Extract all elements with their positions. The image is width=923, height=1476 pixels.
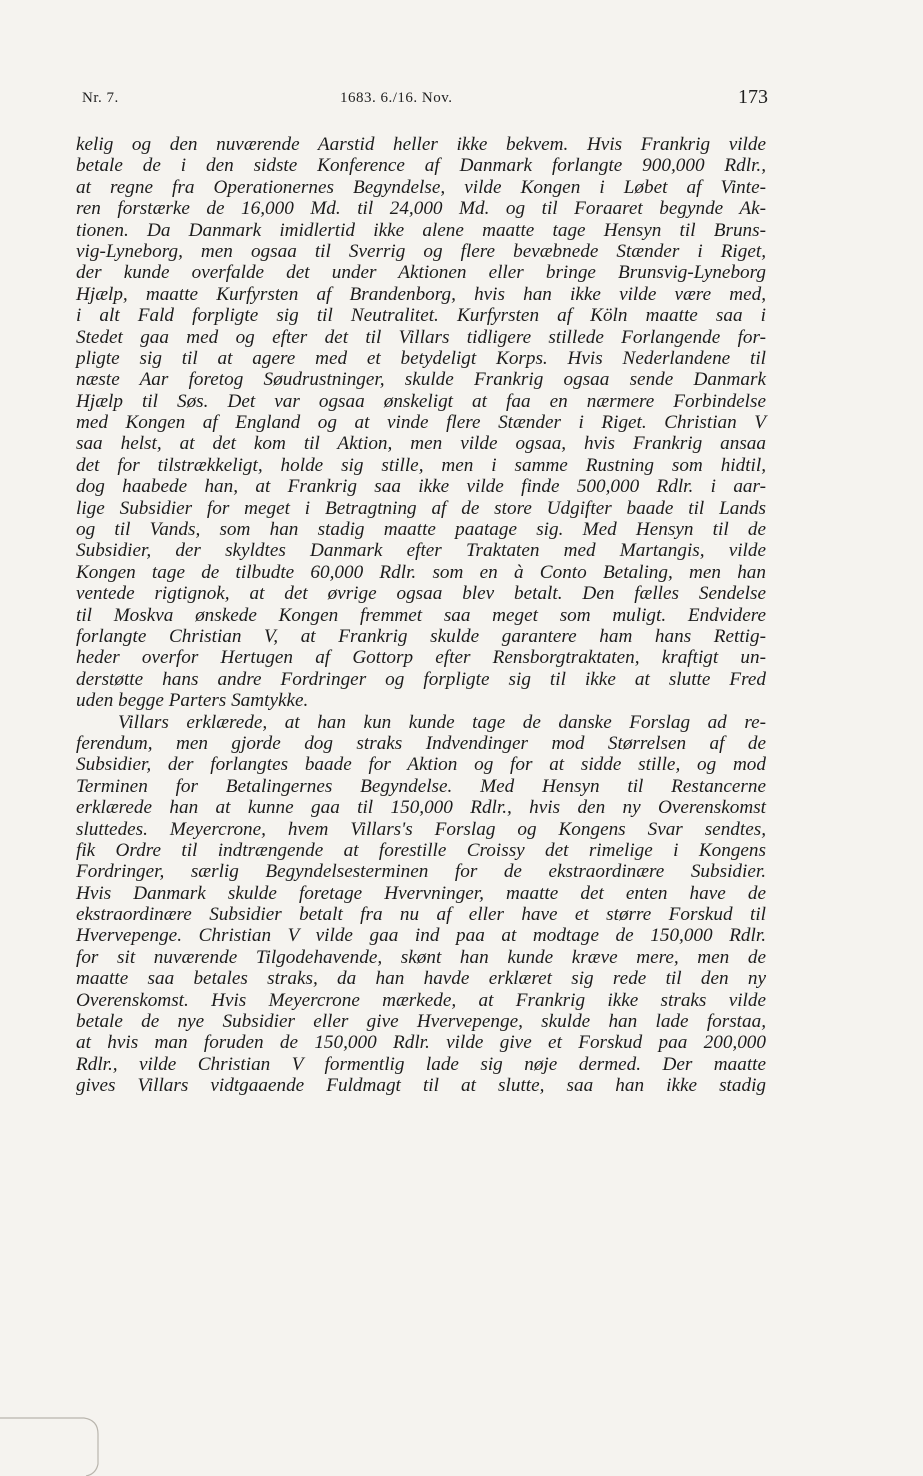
page-number: 173 xyxy=(738,86,768,108)
body-text xyxy=(76,134,766,1097)
text-line: næste Aar foretog Søudrustninger, skulde Frankrig ogsaa sende Danmark xyxy=(76,369,766,391)
text-line: i alt Fald forpligte sig til Neutralitet. Kurfyrsten af Köln maatte saa i xyxy=(76,305,766,327)
text-line: ventede rigtignok, at det øvrige ogsaa blev betalt. Den fælles Sendelse xyxy=(76,583,766,605)
text-line: saa helst, at det kom til Aktion, men vilde ogsaa, hvis Frankrig ansaa xyxy=(76,433,766,455)
text-line: Rdlr., vilde Christian V formentlig lade sig nøje dermed. Der maatte xyxy=(76,1053,766,1075)
text-line: heder overfor Hertugen af Gottorp efter Rensborgtraktaten, kraftigt un- xyxy=(76,647,766,669)
text-line: derstøtte hans andre Fordringer og forpligte sig til ikke at slutte Fred xyxy=(76,668,766,690)
text-line: Hjælp, maatte Kurfyrsten af Brandenborg, hvis han ikke vilde være med, xyxy=(76,283,766,305)
document-number: Nr. 7. xyxy=(82,90,119,106)
text-line: Fordringer, særlig Begyndelsesterminen for de ekstraordinære Subsidier. xyxy=(76,861,766,883)
text-line: forlangte Christian V, at Frankrig skulde garantere ham hans Rettig- xyxy=(76,625,766,647)
text-line: og til Vands, som han stadig maatte paatage sig. Med Hensyn til de xyxy=(76,519,766,541)
text-line: at hvis man foruden de 150,000 Rdlr. vilde give et Forskud paa 200,000 xyxy=(76,1032,766,1054)
text-line: ferendum, men gjorde dog straks Indvendinger mod Størrelsen af de xyxy=(76,732,766,754)
text-line: ekstraordinære Subsidier betalt fra nu af eller have et større Forskud til xyxy=(76,904,766,926)
text-line: sluttedes. Meyercrone, hvem Villars's Forslag og Kongens Svar sendtes, xyxy=(76,818,766,840)
page-corner-mark xyxy=(0,1400,110,1476)
text-line: tionen. Da Danmark imidlertid ikke alene maatte tage Hensyn til Bruns- xyxy=(76,219,766,241)
text-line: pligte sig til at agere med et betydeligt Korps. Hvis Nederlandene til xyxy=(76,347,766,369)
text-line: det for tilstrækkeligt, holde sig stille, men i samme Rustning som hidtil, xyxy=(76,454,766,476)
text-line: betale de i den sidste Konference af Danmark forlangte 900,000 Rdlr., xyxy=(76,155,766,177)
text-line: erklærede han at kunne gaa til 150,000 Rdlr., hvis den ny Overenskomst xyxy=(76,797,766,819)
text-line: lige Subsidier for meget i Betragtning af de store Udgifter baade til Lands xyxy=(76,497,766,519)
text-line: ren forstærke de 16,000 Md. til 24,000 Md. og til Foraaret begynde Ak- xyxy=(76,198,766,220)
text-line: der kunde overfalde det under Aktionen eller bringe Brunsvig-Lyneborg xyxy=(76,262,766,284)
text-line: Terminen for Betalingernes Begyndelse. Med Hensyn til Restancerne xyxy=(76,775,766,797)
text-line: kelig og den nuværende Aarstid heller ikke bekvem. Hvis Frankrig vilde xyxy=(76,134,766,155)
text-line: Subsidier, der forlangtes baade for Aktion og for at sidde stille, og mod xyxy=(76,754,766,776)
text-line: dog haabede han, at Frankrig saa ikke vilde finde 500,000 Rdlr. i aar- xyxy=(76,476,766,498)
running-head xyxy=(82,88,768,112)
text-line: til Moskva ønskede Kongen fremmet saa meget som muligt. Endvidere xyxy=(76,604,766,626)
date-heading: 1683. 6./16. Nov. xyxy=(340,90,453,106)
text-line: Hvervepenge. Christian V vilde gaa ind paa at modtage de 150,000 Rdlr. xyxy=(76,925,766,947)
text-line: for sit nuværende Tilgodehavende, skønt han kunde kræve mere, men de xyxy=(76,946,766,968)
text-line: Stedet gaa med og efter det til Villars tidligere stillede Forlangende for- xyxy=(76,326,766,348)
text-line: gives Villars vidtgaaende Fuldmagt til at slutte, saa han ikke stadig xyxy=(76,1075,766,1097)
text-line: Hjælp til Søs. Det var ogsaa ønskeligt at faa en nærmere Forbindelse xyxy=(76,390,766,412)
text-line: Villars erklærede, at han kun kunde tage de danske Forslag ad re- xyxy=(118,711,766,733)
text-line: fik Ordre til indtrængende at forestille Croissy det rimelige i Kongens xyxy=(76,839,766,861)
text-line: Kongen tage de tilbudte 60,000 Rdlr. som en à Conto Betaling, men han xyxy=(76,561,766,583)
text-line: vig-Lyneborg, men ogsaa til Sverrig og flere bevæbnede Stænder i Riget, xyxy=(76,240,766,262)
text-line: maatte saa betales straks, da han havde erklæret sig rede til den ny xyxy=(76,968,766,990)
text-line: betale de nye Subsidier eller give Hvervepenge, skulde han lade forstaa, xyxy=(76,1011,766,1033)
text-line: med Kongen af England og at vinde flere Stænder i Riget. Christian V xyxy=(76,412,766,434)
text-line: Hvis Danmark skulde foretage Hvervninger, maatte det enten have de xyxy=(76,882,766,904)
text-line: Overenskomst. Hvis Meyercrone mærkede, at Frankrig ikke straks vilde xyxy=(76,989,766,1011)
text-line: uden begge Parters Samtykke. xyxy=(76,690,309,712)
text-line: at regne fra Operationernes Begyndelse, vilde Kongen i Løbet af Vinte- xyxy=(76,176,766,198)
text-line: Subsidier, der skyldtes Danmark efter Traktaten med Martangis, vilde xyxy=(76,540,766,562)
